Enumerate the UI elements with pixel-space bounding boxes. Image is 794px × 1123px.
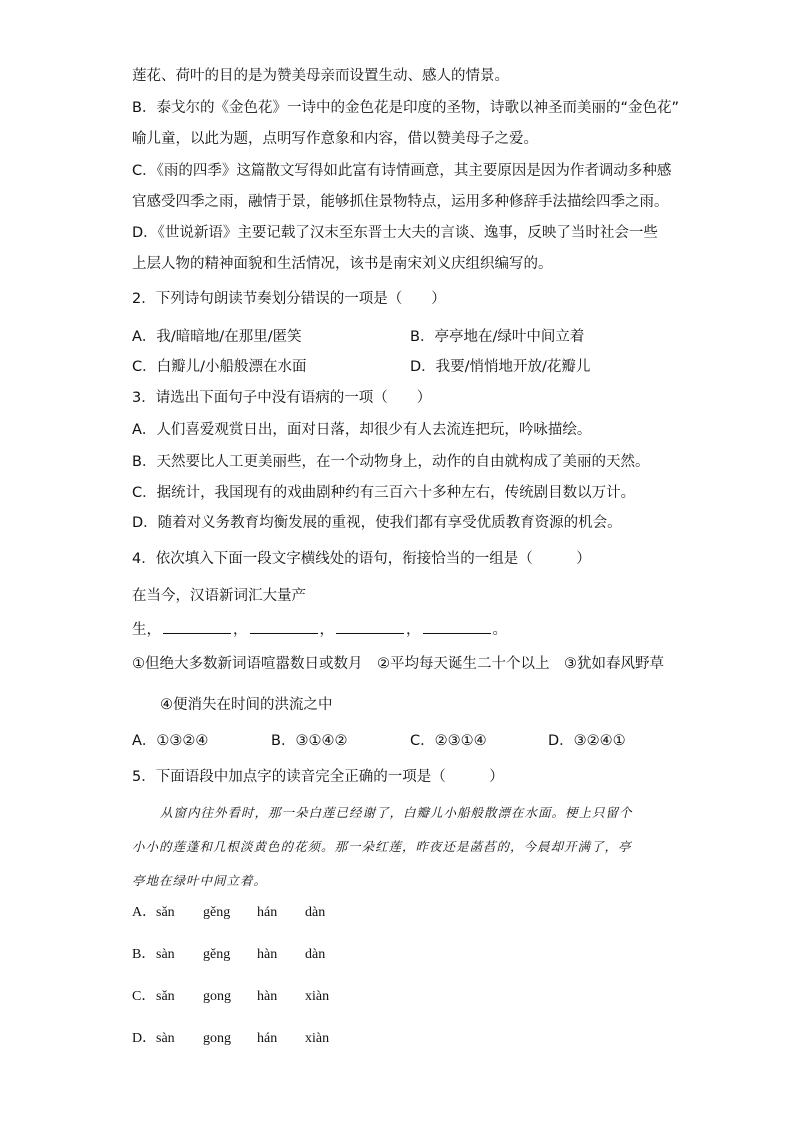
- option-label: C．: [132, 989, 156, 1004]
- q1-option-d-line2: 上层人物的精神面貌和生活情况，该书是南宋刘义庆组织编写的。: [132, 256, 553, 272]
- q4-stem: 4．依次填入下面一段文字横线处的语句，衔接恰当的一组是（ ）: [132, 551, 591, 567]
- blank-2: [250, 619, 318, 634]
- q1-a-continued: 莲花、荷叶的目的是为赞美母亲而设置生动、感人的情景。: [132, 68, 509, 84]
- q5-option-a: [132, 903, 326, 923]
- comma-1: ，: [233, 622, 248, 638]
- pinyin-1: sǎn: [156, 905, 175, 920]
- blank-3: [336, 619, 404, 634]
- q3-option-a: A．人们喜爱观赏日出，面对日落，却很少有人去流连把玩，吟咏描绘。: [132, 422, 592, 438]
- pinyin-3: hán: [257, 905, 278, 920]
- q5-option-c: [132, 987, 330, 1007]
- q1-option-b-line2: 喻儿童，以此为题，点明写作意象和内容，借以赞美母子之爱。: [132, 131, 538, 147]
- option-label: B．: [132, 947, 156, 962]
- q3-option-c: C．据统计，我国现有的戏曲剧种约有三百六十多种左右，传统剧目数以万计。: [132, 485, 636, 501]
- q2-option-d: D．我要/悄悄地开放/花瓣儿: [410, 359, 591, 375]
- q5-passage-line2: 小小的莲蓬和几根淡黄色的花须。那一朵红莲，昨夜还是菡萏的，今晨却开满了，亭: [132, 839, 632, 854]
- pinyin-4: xiàn: [305, 1031, 330, 1046]
- option-label: A．: [132, 905, 157, 920]
- q3-stem: 3．请选出下面句子中没有语病的一项（ ）: [132, 390, 432, 406]
- option-label: D．: [132, 1031, 157, 1046]
- q5-passage-line3: 亭地在绿叶中间立着。: [132, 873, 268, 888]
- q2-option-b: B．亭亭地在/绿叶中间立着: [410, 329, 585, 345]
- pinyin-3: hàn: [257, 989, 278, 1004]
- pinyin-2: gong: [203, 989, 231, 1004]
- blank-4: [423, 619, 491, 634]
- period: 。: [492, 622, 507, 638]
- q3-option-d: D．随着对义务教育均衡发展的重视，使我们都有享受优质教育资源的机会。: [132, 515, 622, 531]
- q1-option-c-line1: C．《雨的四季》这篇散文写得如此富有诗情画意，其主要原因是因为作者调动多种感: [132, 163, 672, 179]
- pinyin-1: sàn: [156, 947, 175, 962]
- q4-items-line2: ④便消失在时间的洪流之中: [160, 697, 333, 713]
- q4-items-line1: ①但绝大多数新词语喧嚣数日或数月 ②平均每天诞生二十个以上 ③犹如春风野草: [132, 656, 664, 672]
- q4-option-d: D．③②④①: [548, 733, 626, 749]
- q4-option-b: B．③①④②: [271, 733, 348, 749]
- q2-option-a: A．我/暗暗地/在那里/匿笑: [132, 329, 302, 345]
- pinyin-3: hàn: [257, 947, 278, 962]
- q4-text-line1: 在当今，汉语新词汇大量产: [132, 588, 306, 604]
- pinyin-2: gěng: [203, 947, 231, 962]
- q2-option-c: C．白瓣儿/小船般漂在水面: [132, 359, 307, 375]
- q5-passage-line1: 从窗内往外看时，那一朵白莲已经谢了，白瓣儿小船般散漂在水面。梗上只留个: [160, 805, 633, 820]
- q4-text-line2: [132, 619, 507, 640]
- pinyin-1: sàn: [156, 1031, 175, 1046]
- q1-option-d-line1: D．《世说新语》主要记载了汉末至东晋士大夫的言谈、逸事，反映了当时社会一些: [132, 225, 658, 241]
- pinyin-3: hán: [257, 1031, 278, 1046]
- pinyin-4: xiàn: [305, 989, 330, 1004]
- pinyin-4: dàn: [305, 947, 326, 962]
- comma-2: ，: [319, 622, 334, 638]
- q5-stem: 5．下面语段中加点字的读音完全正确的一项是（ ）: [132, 769, 504, 785]
- q5-option-b: [132, 945, 326, 965]
- pinyin-2: gong: [203, 1031, 231, 1046]
- q1-option-c-line2: 官感受四季之雨，融情于景，能够抓住景物特点，运用多种修辞手法描绘四季之雨。: [132, 194, 669, 210]
- pinyin-1: sǎn: [156, 989, 175, 1004]
- q4-option-c: C．②③①④: [410, 733, 487, 749]
- pinyin-2: gěng: [203, 905, 231, 920]
- pinyin-4: dàn: [305, 905, 326, 920]
- blank-1: [163, 619, 231, 634]
- q2-stem: 2．下列诗句朗读节奏划分错误的一项是（ ）: [132, 291, 446, 307]
- q3-option-b: B．天然要比人工更美丽些，在一个动物身上，动作的自由就构成了美丽的天然。: [132, 454, 650, 470]
- q5-option-d: [132, 1029, 330, 1049]
- q4-text-start: 生，: [132, 622, 161, 638]
- comma-3: ，: [406, 622, 421, 638]
- q1-option-b-line1: B．泰戈尔的《金色花》一诗中的金色花是印度的圣物，诗歌以神圣而美丽的“金色花”: [132, 100, 679, 116]
- q4-option-a: A．①③②④: [132, 733, 209, 749]
